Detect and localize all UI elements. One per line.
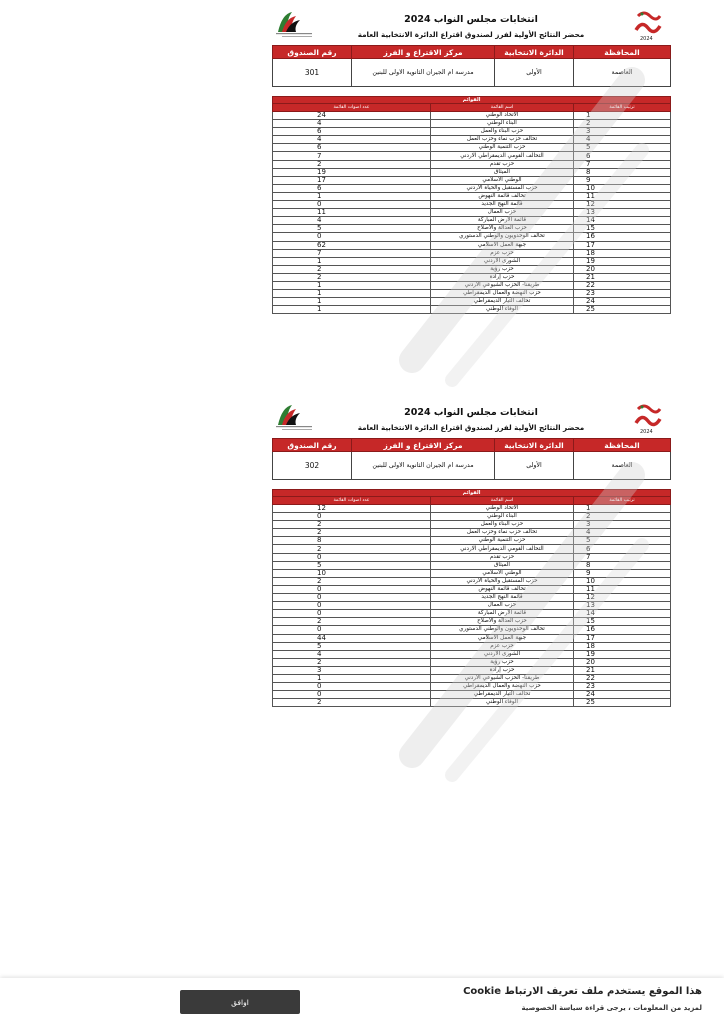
results-table — [272, 489, 671, 707]
ballot-info-table — [272, 45, 671, 87]
list-rank: 4 — [574, 529, 671, 537]
table-row — [273, 120, 671, 128]
list-name: قائمة النهج الجديد — [431, 594, 574, 602]
list-rank: 12 — [574, 201, 671, 209]
list-rank: 8 — [574, 561, 671, 569]
list-name: حزب التنمية الوطني — [431, 144, 574, 152]
table-row — [273, 602, 671, 610]
list-name: تحالف التيار الديمقراطي — [431, 691, 574, 699]
list-name: حزب تقدم — [431, 160, 574, 168]
results-table — [272, 96, 671, 314]
list-rank: 14 — [574, 217, 671, 225]
list-votes: 44 — [273, 634, 431, 642]
list-votes: 2 — [273, 160, 431, 168]
list-rank: 1 — [574, 112, 671, 120]
list-votes: 0 — [273, 594, 431, 602]
list-rank: 8 — [574, 168, 671, 176]
list-name: حزب البناء والعمل — [431, 521, 574, 529]
table-row — [273, 618, 671, 626]
center-value: مدرسة ام الجيران الثانوية الاولى للبنين — [352, 59, 495, 87]
list-name: التحالف القومي الديمقراطي الاردني — [431, 152, 574, 160]
cookie-privacy-link[interactable]: لمزيد من المعلومات ، يرجى قراءة سياسة الخصوصية — [521, 1004, 702, 1012]
table-row — [273, 217, 671, 225]
list-rank: 13 — [574, 602, 671, 610]
table-row — [273, 545, 671, 553]
list-name: تحالف الوحدويون والوطني الدستوري — [431, 233, 574, 241]
list-votes: 17 — [273, 176, 431, 184]
lists-group-header: القوائم — [273, 490, 671, 497]
list-votes: 2 — [273, 529, 431, 537]
table-row — [273, 168, 671, 176]
list-name: الوطني الاسلامي — [431, 569, 574, 577]
district-value: الأولى — [495, 59, 574, 87]
list-rank: 12 — [574, 594, 671, 602]
list-rank: 23 — [574, 290, 671, 298]
rank-column-header: ترتيب القائمة — [574, 104, 671, 112]
votes-column-header: عدد اصوات القائمة — [273, 497, 431, 505]
list-rank: 13 — [574, 209, 671, 217]
list-votes: 0 — [273, 691, 431, 699]
list-name: حزب رؤية — [431, 658, 574, 666]
list-name: الميثاق — [431, 561, 574, 569]
logo-year: 2024 — [640, 429, 653, 435]
sheet-subtitle: محضر النتائج الأولية لفرز لصندوق اقتراع الدائرة الانتخابية العامة — [357, 423, 585, 432]
list-votes: 10 — [273, 569, 431, 577]
list-votes: 2 — [273, 699, 431, 707]
list-votes: 0 — [273, 585, 431, 593]
list-votes: 24 — [273, 112, 431, 120]
list-votes: 1 — [273, 192, 431, 200]
list-rank: 7 — [574, 553, 671, 561]
district-value: الأولى — [495, 452, 574, 480]
table-row — [273, 306, 671, 314]
sheet-header — [272, 401, 670, 438]
list-votes: 4 — [273, 650, 431, 658]
box-header: رقم الصندوق — [273, 439, 352, 452]
list-votes: 1 — [273, 281, 431, 289]
table-row — [273, 233, 671, 241]
rank-column-header: ترتيب القائمة — [574, 497, 671, 505]
list-votes: 5 — [273, 642, 431, 650]
list-name: حزب التنمية الوطني — [431, 537, 574, 545]
list-name: تحالف قائمة النهوض — [431, 192, 574, 200]
list-votes: 2 — [273, 265, 431, 273]
table-row — [273, 192, 671, 200]
list-name: التحالف القومي الديمقراطي الاردني — [431, 545, 574, 553]
list-rank: 16 — [574, 233, 671, 241]
list-rank: 4 — [574, 136, 671, 144]
list-votes: 11 — [273, 209, 431, 217]
results-sheet — [272, 401, 670, 707]
list-votes: 4 — [273, 136, 431, 144]
table-row — [273, 537, 671, 545]
table-row — [273, 610, 671, 618]
list-name: تحالف الوحدويون والوطني الدستوري — [431, 626, 574, 634]
list-rank: 5 — [574, 537, 671, 545]
list-rank: 2 — [574, 513, 671, 521]
table-row — [273, 561, 671, 569]
list-rank: 9 — [574, 569, 671, 577]
list-name: البناء الوطني — [431, 513, 574, 521]
table-row — [273, 112, 671, 120]
list-name: حزب العمال — [431, 209, 574, 217]
ballot-info-table — [272, 438, 671, 480]
sheet-subtitle: محضر النتائج الأولية لفرز لصندوق اقتراع الدائرة الانتخابية العامة — [357, 30, 585, 39]
list-votes: 5 — [273, 561, 431, 569]
list-name: الميثاق — [431, 168, 574, 176]
table-row — [273, 683, 671, 691]
list-votes: 0 — [273, 233, 431, 241]
list-name: طريقنا- الحزب الشيوعي الاردني — [431, 281, 574, 289]
table-row — [273, 626, 671, 634]
governorate-value: العاصمة — [574, 59, 671, 87]
list-votes: 0 — [273, 610, 431, 618]
list-votes: 19 — [273, 168, 431, 176]
list-name: البناء الوطني — [431, 120, 574, 128]
table-row — [273, 642, 671, 650]
list-name: حزب النهضة والعمال الديمقراطي — [431, 290, 574, 298]
table-row — [273, 184, 671, 192]
list-name: حزب العدالة والاصلاح — [431, 618, 574, 626]
list-votes: 0 — [273, 626, 431, 634]
list-rank: 20 — [574, 658, 671, 666]
list-rank: 14 — [574, 610, 671, 618]
list-rank: 21 — [574, 666, 671, 674]
table-row — [273, 505, 671, 513]
list-name: حزب رؤية — [431, 265, 574, 273]
list-rank: 20 — [574, 265, 671, 273]
table-row — [273, 699, 671, 707]
list-votes: 62 — [273, 241, 431, 249]
list-name: الشورى الاردني — [431, 257, 574, 265]
list-votes: 2 — [273, 545, 431, 553]
list-name: جبهة العمل الاسلامي — [431, 241, 574, 249]
list-rank: 21 — [574, 273, 671, 281]
list-name: حزب النهضة والعمال الديمقراطي — [431, 683, 574, 691]
list-rank: 22 — [574, 281, 671, 289]
list-rank: 3 — [574, 128, 671, 136]
center-header: مركز الاقتراع و الفرز — [352, 439, 495, 452]
list-rank: 25 — [574, 699, 671, 707]
list-rank: 2 — [574, 120, 671, 128]
box-header: رقم الصندوق — [273, 46, 352, 59]
list-name: حزب تقدم — [431, 553, 574, 561]
list-votes: 2 — [273, 521, 431, 529]
list-name: حزب البناء والعمل — [431, 128, 574, 136]
cookie-consent-bar — [0, 978, 724, 1024]
table-row — [273, 298, 671, 306]
list-rank: 6 — [574, 152, 671, 160]
list-name: قائمة الارض المباركة — [431, 610, 574, 618]
list-name: قائمة النهج الجديد — [431, 201, 574, 209]
list-votes: 8 — [273, 537, 431, 545]
table-row — [273, 290, 671, 298]
list-rank: 7 — [574, 160, 671, 168]
table-row — [273, 273, 671, 281]
list-votes: 2 — [273, 618, 431, 626]
table-row — [273, 569, 671, 577]
list-votes: 4 — [273, 120, 431, 128]
table-row — [273, 152, 671, 160]
list-votes: 6 — [273, 184, 431, 192]
list-votes: 2 — [273, 658, 431, 666]
list-votes: 12 — [273, 505, 431, 513]
list-rank: 18 — [574, 642, 671, 650]
list-rank: 22 — [574, 674, 671, 682]
votes-column-header: عدد اصوات القائمة — [273, 104, 431, 112]
list-name: الاتحاد الوطني — [431, 112, 574, 120]
list-votes: 7 — [273, 152, 431, 160]
list-rank: 9 — [574, 176, 671, 184]
list-votes: 6 — [273, 144, 431, 152]
list-name: الوطني الاسلامي — [431, 176, 574, 184]
box-number: 301 — [273, 59, 352, 87]
list-votes: 1 — [273, 674, 431, 682]
list-name: تحالف حزب نماء وحزب العمل — [431, 136, 574, 144]
logo-year: 2024 — [640, 36, 653, 42]
list-name: حزب العدالة والاصلاح — [431, 225, 574, 233]
district-header: الدائرة الانتخابية — [495, 46, 574, 59]
list-rank: 19 — [574, 257, 671, 265]
name-column-header: اسم القائمة — [431, 497, 574, 505]
list-votes: 3 — [273, 666, 431, 674]
list-name: طريقنا- الحزب الشيوعي الاردني — [431, 674, 574, 682]
list-votes: 6 — [273, 128, 431, 136]
list-votes: 0 — [273, 683, 431, 691]
table-row — [273, 585, 671, 593]
governorate-value: العاصمة — [574, 452, 671, 480]
table-row — [273, 529, 671, 537]
governorate-header: المحافظة — [574, 439, 671, 452]
accept-cookies-button[interactable]: اوافق — [180, 990, 300, 1014]
list-votes: 7 — [273, 249, 431, 257]
list-votes: 0 — [273, 201, 431, 209]
list-rank: 10 — [574, 577, 671, 585]
list-votes: 2 — [273, 577, 431, 585]
list-name: الشورى الاردني — [431, 650, 574, 658]
governorate-header: المحافظة — [574, 46, 671, 59]
list-rank: 18 — [574, 249, 671, 257]
list-rank: 11 — [574, 585, 671, 593]
list-rank: 3 — [574, 521, 671, 529]
table-row — [273, 144, 671, 152]
list-name: الوفاء الوطني — [431, 699, 574, 707]
table-row — [273, 594, 671, 602]
table-row — [273, 257, 671, 265]
list-rank: 6 — [574, 545, 671, 553]
table-row — [273, 674, 671, 682]
table-row — [273, 225, 671, 233]
box-number: 302 — [273, 452, 352, 480]
list-name: حزب العمال — [431, 602, 574, 610]
list-rank: 5 — [574, 144, 671, 152]
table-row — [273, 521, 671, 529]
list-name: حزب عزم — [431, 249, 574, 257]
list-rank: 25 — [574, 306, 671, 314]
list-rank: 19 — [574, 650, 671, 658]
list-votes: 2 — [273, 273, 431, 281]
list-votes: 1 — [273, 306, 431, 314]
table-row — [273, 666, 671, 674]
list-name: الوفاء الوطني — [431, 306, 574, 314]
list-votes: 1 — [273, 290, 431, 298]
table-row — [273, 658, 671, 666]
name-column-header: اسم القائمة — [431, 104, 574, 112]
list-votes: 0 — [273, 513, 431, 521]
sheet-title: انتخابات مجلس النواب 2024 — [404, 14, 538, 25]
niyabiya-logo — [630, 8, 666, 42]
table-row — [273, 513, 671, 521]
list-rank: 15 — [574, 618, 671, 626]
list-votes: 0 — [273, 602, 431, 610]
list-name: تحالف التيار الديمقراطي — [431, 298, 574, 306]
sheet-title: انتخابات مجلس النواب 2024 — [404, 407, 538, 418]
table-row — [273, 691, 671, 699]
list-rank: 15 — [574, 225, 671, 233]
district-header: الدائرة الانتخابية — [495, 439, 574, 452]
table-row — [273, 209, 671, 217]
niyabiya-logo — [630, 401, 666, 435]
list-votes: 1 — [273, 298, 431, 306]
list-rank: 1 — [574, 505, 671, 513]
table-row — [273, 160, 671, 168]
list-name: تحالف حزب نماء وحزب العمل — [431, 529, 574, 537]
list-rank: 24 — [574, 691, 671, 699]
table-row — [273, 577, 671, 585]
results-sheet — [272, 8, 670, 314]
list-name: قائمة الارض المباركة — [431, 217, 574, 225]
list-votes: 1 — [273, 257, 431, 265]
list-votes: 0 — [273, 553, 431, 561]
list-name: تحالف قائمة النهوض — [431, 585, 574, 593]
list-votes: 4 — [273, 217, 431, 225]
list-rank: 24 — [574, 298, 671, 306]
table-row — [273, 634, 671, 642]
list-name: حزب إرادة — [431, 666, 574, 674]
table-row — [273, 249, 671, 257]
center-header: مركز الاقتراع و الفرز — [352, 46, 495, 59]
list-rank: 17 — [574, 241, 671, 249]
cookie-title: هذا الموقع يستخدم ملف تعريف الارتباط Cookie — [463, 986, 702, 997]
table-row — [273, 553, 671, 561]
table-row — [273, 241, 671, 249]
list-name: حزب عزم — [431, 642, 574, 650]
list-name: جبهة العمل الاسلامي — [431, 634, 574, 642]
table-row — [273, 265, 671, 273]
list-rank: 23 — [574, 683, 671, 691]
list-name: حزب المستقبل والحياة الأردني — [431, 184, 574, 192]
list-rank: 17 — [574, 634, 671, 642]
lists-group-header: القوائم — [273, 97, 671, 104]
sheet-header — [272, 8, 670, 45]
table-row — [273, 136, 671, 144]
list-name: الاتحاد الوطني — [431, 505, 574, 513]
table-row — [273, 650, 671, 658]
table-row — [273, 128, 671, 136]
list-votes: 5 — [273, 225, 431, 233]
table-row — [273, 201, 671, 209]
list-rank: 11 — [574, 192, 671, 200]
table-row — [273, 176, 671, 184]
list-name: حزب المستقبل والحياة الأردني — [431, 577, 574, 585]
list-rank: 10 — [574, 184, 671, 192]
list-name: حزب إرادة — [431, 273, 574, 281]
center-value: مدرسة ام الجيران الثانوية الاولى للبنين — [352, 452, 495, 480]
list-rank: 16 — [574, 626, 671, 634]
table-row — [273, 281, 671, 289]
